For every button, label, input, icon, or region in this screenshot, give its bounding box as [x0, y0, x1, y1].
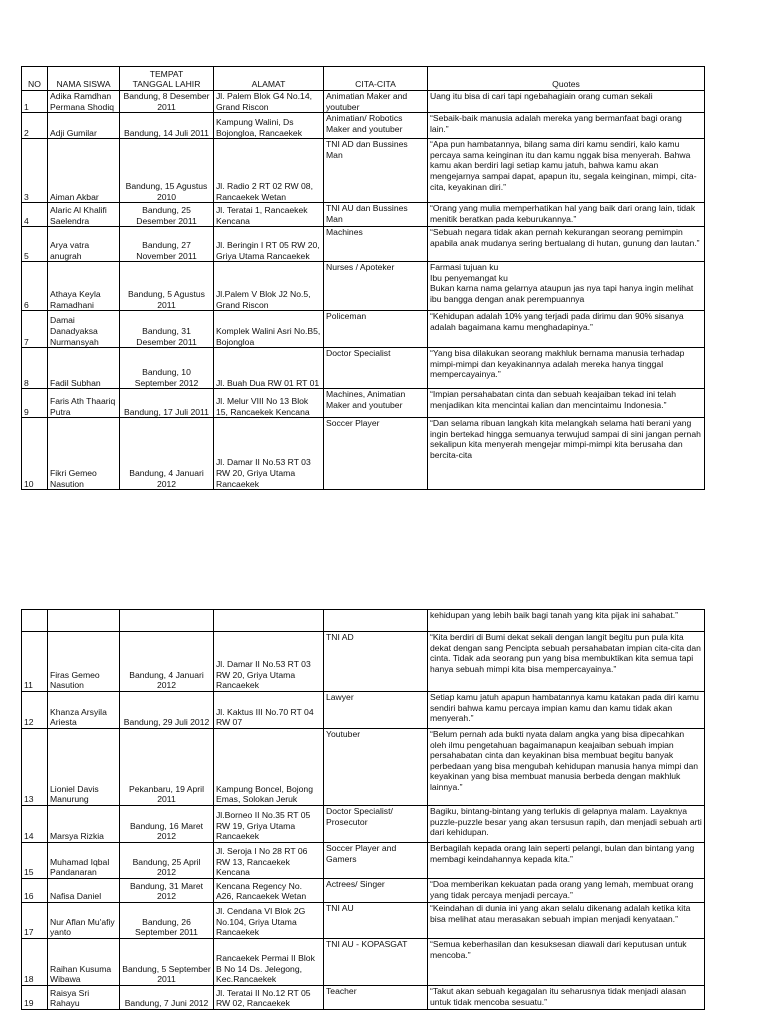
- header-quotes: Quotes: [428, 67, 705, 91]
- alamat-cell: Jl. Teratai 1, Rancaekek Kencana: [214, 203, 324, 227]
- ttl-cell: Bandung, 31 Maret 2012: [120, 879, 214, 903]
- alamat-cell: Komplek Walini Asri No.B5, Bojongloa: [214, 311, 324, 348]
- nama-cell: Arya vatra anugrah: [48, 227, 120, 262]
- quote-cell: “Takut akan sebuah kegagalan itu seharusnya tidak menjadi alasan untuk tidak mencoba sesuatu.”: [428, 986, 705, 1010]
- ttl-cell: Bandung, 14 Juli 2011: [120, 113, 214, 139]
- ttl-cell: Bandung, 16 Maret 2012: [120, 806, 214, 843]
- quote-cell: “Sebuah negara tidak akan pernah kekurangan seorang pemimpin apabila anak mudanya sering bertualang di hutan, gunung dan lautan.”: [428, 227, 705, 262]
- no-cell: 15: [22, 843, 48, 879]
- no-cell: 16: [22, 879, 48, 903]
- quote-cell: “Doa memberikan kekuatan pada orang yang lemah, membuat orang yang tidak percaya menjadi percaya.”: [428, 879, 705, 903]
- nama-cell: Nafisa Daniel: [48, 879, 120, 903]
- table-row: [22, 203, 705, 227]
- quote-cell: “Sebaik-baik manusia adalah mereka yang bermanfaat bagi orang lain.”: [428, 113, 705, 139]
- alamat-cell: Jl. Damar II No.53 RT 03 RW 20, Griya Utama Rancaekek: [214, 418, 324, 490]
- ttl-cell: Bandung, 27 November 2011: [120, 227, 214, 262]
- alamat-cell: Kampung Boncel, Bojong Emas, Solokan Jeruk: [214, 729, 324, 806]
- alamat-cell: Jl. Beringin I RT 05 RW 20, Griya Utama Rancaekek: [214, 227, 324, 262]
- alamat-cell: Jl. Kaktus III No.70 RT 04 RW 07: [214, 692, 324, 729]
- nama-cell: Raihan Kusuma Wibawa: [48, 939, 120, 986]
- cita-cell: Animatian/ Robotics Maker and youtuber: [324, 113, 428, 139]
- quote-cell: Farmasi tujuan ku Ibu penyemangat ku Bukan karna nama gelarnya ataupun jas nya tapi hanya ingin melihat ibu bangga dengan anak perempuannya: [428, 262, 705, 311]
- cita-cell: TNI AD: [324, 632, 428, 692]
- table-row: [22, 843, 705, 879]
- no-cell: 9: [22, 389, 48, 418]
- alamat-cell: Kampung Walini, Ds Bojongloa, Rancaekek: [214, 113, 324, 139]
- alamat-cell: Kencana Regency No. A26, Rancaekek Wetan: [214, 879, 324, 903]
- table-row: [22, 986, 705, 1010]
- table-row: [22, 632, 705, 692]
- alamat-cell: Jl. Damar II No.53 RT 03 RW 20, Griya Utama Rancaekek: [214, 632, 324, 692]
- cita-cell: TNI AU - KOPASGAT: [324, 939, 428, 986]
- cita-cell: Machines, Animatian Maker and youtuber: [324, 389, 428, 418]
- table-row: [22, 692, 705, 729]
- no-cell: 14: [22, 806, 48, 843]
- no-cell: 5: [22, 227, 48, 262]
- ttl-cell: Bandung, 10 September 2012: [120, 348, 214, 389]
- nama-cell: Firas Gemeo Nasution: [48, 632, 120, 692]
- nama-cell: Raisya Sri Rahayu: [48, 986, 120, 1010]
- alamat-cell: Rancaekek Permai II Blok B No 14 Ds. Jelegong, Kec.Rancaekek: [214, 939, 324, 986]
- alamat-cell: Jl. Melur VIII No 13 Blok 15, Rancaekek Kencana: [214, 389, 324, 418]
- nama-cell: Alaric Al Khalifi Saelendra: [48, 203, 120, 227]
- header-alamat: ALAMAT: [214, 67, 324, 91]
- alamat-cell: Jl. Teratai II No.12 RT 05 RW 02, Rancaekek: [214, 986, 324, 1010]
- no-cell: 1: [22, 91, 48, 113]
- ttl-cell: Bandung, 17 Juli 2011: [120, 389, 214, 418]
- ttl-cell: Bandung, 5 Agustus 2011: [120, 262, 214, 311]
- alamat-cell: Jl. Buah Dua RW 01 RT 01: [214, 348, 324, 389]
- quote-cell: “Apa pun hambatannya, bilang sama diri kamu sendiri, kalo kamu percaya sama keinginan itu dan kamu nggak bisa menyerah. Bahwa kamu akan berdiri lagi setiap kamu jatuh, bahwa kamu akan mengejarnya sampai dapat, apapun itu, segala keinginan, mimpi, cita-cita, keyakinan diri.”: [428, 139, 705, 203]
- quote-cell: “Yang bisa dilakukan seorang makhluk bernama manusia terhadap mimpi-mimpi dan keyakinannya adalah mereka hanya tinggal mempercayainya.”: [428, 348, 705, 389]
- ttl-cell: Bandung, 25 April 2012: [120, 843, 214, 879]
- no-cell: 12: [22, 692, 48, 729]
- alamat-cell: Jl. Seroja I No 28 RT 06 RW 13, Rancaekek Kencana: [214, 843, 324, 879]
- no-cell: 3: [22, 139, 48, 203]
- ttl-cell: Bandung, 8 Desember 2011: [120, 91, 214, 113]
- alamat-cell: Jl.Borneo II No.35 RT 05 RW 19, Griya Utama Rancaekek: [214, 806, 324, 843]
- ttl-cell: Pekanbaru, 19 April 2011: [120, 729, 214, 806]
- cita-cell: Youtuber: [324, 729, 428, 806]
- cita-cell: TNI AD dan Bussines Man: [324, 139, 428, 203]
- cita-cell: TNI AU dan Bussines Man: [324, 203, 428, 227]
- table-row: [22, 227, 705, 262]
- table-row: [22, 113, 705, 139]
- header-ttl: TEMPAT TANGGAL LAHIR: [120, 67, 214, 91]
- table-row: [22, 806, 705, 843]
- cita-cell: Soccer Player: [324, 418, 428, 490]
- nama-cell: Marsya Rizkia: [48, 806, 120, 843]
- table-row: [22, 903, 705, 939]
- no-cell: 18: [22, 939, 48, 986]
- cita-cell: TNI AU: [324, 903, 428, 939]
- no-cell: 17: [22, 903, 48, 939]
- table-row: [22, 939, 705, 986]
- cita-cell: Animatian Maker and youtuber: [324, 91, 428, 113]
- nama-cell: Faris Ath Thaariq Putra: [48, 389, 120, 418]
- nama-cell: Athaya Keyla Ramadhani: [48, 262, 120, 311]
- nama-cell: Adika Ramdhan Permana Shodiq: [48, 91, 120, 113]
- table-row: [22, 91, 705, 113]
- ttl-cell: Bandung, 25 Desember 2011: [120, 203, 214, 227]
- quote-cell: “Kehidupan adalah 10% yang terjadi pada dirimu dan 90% sisanya adalah bagaimana kamu menghadapinya.”: [428, 311, 705, 348]
- header-cita: CITA-CITA: [324, 67, 428, 91]
- no-cell: 11: [22, 632, 48, 692]
- quote-cell: Berbagilah kepada orang lain seperti pelangi, bulan dan bintang yang membagi keindahannya kepada kita.”: [428, 843, 705, 879]
- table-row: [22, 418, 705, 490]
- quote-cell: “Belum pernah ada bukti nyata dalam angka yang bisa dipecahkan oleh ilmu pengetahuan bagaimanapun keajaiban sebuah impian persahabatan cinta dan keyakinan bisa membuat begitu banyak perbedaan yang bisa mengubah kehidupan manusia hanya mimpi dan keyakinan yang bisa membuat manusia berbeda dengan makhluk lainnya.”: [428, 729, 705, 806]
- nama-cell: Damai Danadyaksa Nurmansyah: [48, 311, 120, 348]
- nama-cell: Adji Gumilar: [48, 113, 120, 139]
- quote-continuation: kehidupan yang lebih baik bagi tanah yang kita pijak ini sahabat.”: [428, 610, 705, 632]
- header-no: NO: [22, 67, 48, 91]
- quote-cell: “Semua keberhasilan dan kesuksesan diawali dari keputusan untuk mencoba.”: [428, 939, 705, 986]
- quote-cell: “Orang yang mulia memperhatikan hal yang baik dari orang lain, tidak menitik beratkan pada keburukannya.”: [428, 203, 705, 227]
- nama-cell: Fadil Subhan: [48, 348, 120, 389]
- ttl-cell: Bandung, 7 Juni 2012: [120, 986, 214, 1010]
- cita-cell: Soccer Player and Gamers: [324, 843, 428, 879]
- no-cell: 8: [22, 348, 48, 389]
- table-row: [22, 610, 705, 632]
- nama-cell: Lioniel Davis Manurung: [48, 729, 120, 806]
- quote-cell: “Kita berdiri di Bumi dekat sekali dengan langit begitu pun pula kita dekat dengan sang Pencipta sebuah persahabatan impian cita-cita dan cinta. Tidak ada seorang pun yang bisa membuktikan kita semua tapi hanya sebuah mimpi kita bisa mempercayainya.”: [428, 632, 705, 692]
- quote-cell: “Impian persahabatan cinta dan sebuah keajaiban tekad ini telah menjadikan kita mencintai kalian dan mencintaimu Indonesia.”: [428, 389, 705, 418]
- no-cell: 7: [22, 311, 48, 348]
- cita-cell: Machines: [324, 227, 428, 262]
- cita-cell: Teacher: [324, 986, 428, 1010]
- nama-cell: Muhamad Iqbal Pandanaran: [48, 843, 120, 879]
- cita-cell: Doctor Specialist/ Prosecutor: [324, 806, 428, 843]
- cita-cell: Actrees/ Singer: [324, 879, 428, 903]
- quote-cell: Setiap kamu jatuh apapun hambatannya kamu katakan pada diri kamu sendiri bahwa kamu percaya impian kamu dan kamu tidak akan menyerah.”: [428, 692, 705, 729]
- no-cell: 4: [22, 203, 48, 227]
- quote-cell: “Keindahan di dunia ini yang akan selalu dikenang adalah ketika kita bisa melihat atau merasakan sebuah impian menjadi kenyataan.”: [428, 903, 705, 939]
- table-row: [22, 139, 705, 203]
- no-cell: 19: [22, 986, 48, 1010]
- cita-cell: Lawyer: [324, 692, 428, 729]
- quote-cell: Bagiku, bintang-bintang yang terlukis di gelapnya malam. Layaknya puzzle-puzzle besar yang akan tersusun rapih, dan menjadi sebuah arti dari kehidupan.: [428, 806, 705, 843]
- no-cell: 6: [22, 262, 48, 311]
- no-cell: 10: [22, 418, 48, 490]
- ttl-cell: Bandung, 15 Agustus 2010: [120, 139, 214, 203]
- no-cell: 2: [22, 113, 48, 139]
- cita-cell: Nurses / Apoteker: [324, 262, 428, 311]
- no-cell: 13: [22, 729, 48, 806]
- student-table-2: [21, 609, 705, 1010]
- ttl-cell: Bandung, 31 Desember 2011: [120, 311, 214, 348]
- quote-cell: “Dan selama ribuan langkah kita melangkah selama hati berani yang ingin bertekad hingga semuanya terwujud sampai di sini jangan pernah sekalipun kita menyerah mengejar mimpi-mimpi kita berusaha dan bercita-cita: [428, 418, 705, 490]
- cita-cell: Doctor Specialist: [324, 348, 428, 389]
- nama-cell: Nur Aflan Mu'afiy yanto: [48, 903, 120, 939]
- ttl-cell: Bandung, 29 Juli 2012: [120, 692, 214, 729]
- nama-cell: Khanza Arsyila Ariesta: [48, 692, 120, 729]
- table-row: [22, 729, 705, 806]
- alamat-cell: Jl. Palem Blok G4 No.14, Grand Riscon: [214, 91, 324, 113]
- nama-cell: Aiman Akbar: [48, 139, 120, 203]
- student-table-1: [21, 66, 705, 490]
- ttl-cell: Bandung, 4 Januari 2012: [120, 632, 214, 692]
- table-row: [22, 389, 705, 418]
- table-row: [22, 348, 705, 389]
- table-row: [22, 311, 705, 348]
- quote-cell: Uang itu bisa di cari tapi ngebahagiain orang cuman sekali: [428, 91, 705, 113]
- alamat-cell: Jl.Palem V Blok J2 No.5, Grand Riscon: [214, 262, 324, 311]
- header-row: [22, 67, 705, 91]
- alamat-cell: Jl. Cendana VI Blok 2G No.104, Griya Utama Rancaekek: [214, 903, 324, 939]
- ttl-cell: Bandung, 5 September 2011: [120, 939, 214, 986]
- cita-cell: Policeman: [324, 311, 428, 348]
- ttl-cell: Bandung, 4 Januari 2012: [120, 418, 214, 490]
- alamat-cell: Jl. Radio 2 RT 02 RW 08, Rancaekek Wetan: [214, 139, 324, 203]
- nama-cell: Fikri Gemeo Nasution: [48, 418, 120, 490]
- header-nama: NAMA SISWA: [48, 67, 120, 91]
- table-row: [22, 879, 705, 903]
- table-row: [22, 262, 705, 311]
- ttl-cell: Bandung, 26 September 2011: [120, 903, 214, 939]
